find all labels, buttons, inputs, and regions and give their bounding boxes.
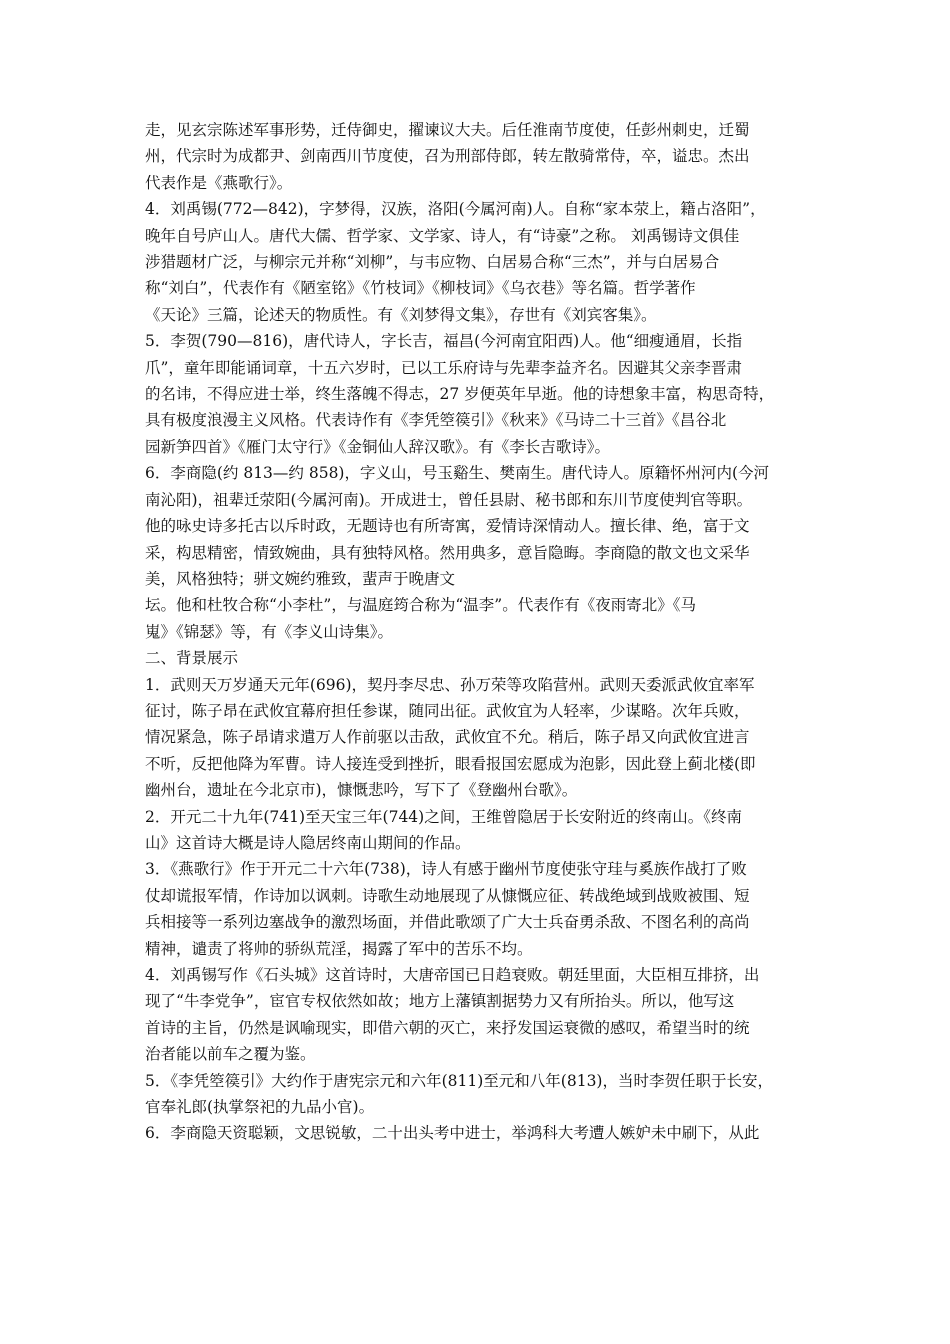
text-line: 精神，谴责了将帅的骄纵荒淫，揭露了军中的苦乐不均。 <box>145 939 533 958</box>
document-body <box>145 117 810 1147</box>
paragraph <box>145 962 810 1068</box>
text-line: 晚年自号庐山人。唐代大儒、哲学家、文学家、诗人，有“诗豪”之称。 刘禹锡诗文俱佳 <box>145 226 740 245</box>
text-line: 4．刘禹锡写作《石头城》这首诗时，大唐帝国已日趋衰败。朝廷里面，大臣相互排挤，出 <box>145 966 760 984</box>
text-line: 他的咏史诗多托古以斥时政，无题诗也有所寄寓，爱情诗深情动人。擅长律、绝，富于文 <box>145 517 750 536</box>
text-line: 《天论》三篇，论述天的物质性。有《刘梦得文集》，存世有《刘宾客集》。 <box>145 305 657 324</box>
text-line: 爪”，童年即能诵词章，十五六岁时，已以工乐府诗与先辈李益齐名。因避其父亲李晋肃 <box>145 358 742 377</box>
text-line: 采，构思精密，情致婉曲，具有独特风格。然用典多，意旨隐晦。李商隐的散文也文采华 <box>145 543 750 562</box>
text-line: 情况紧急，陈子昂请求遣万人作前驱以击敌，武攸宜不允。稍后，陈子昂又向武攸宜进言 <box>145 728 750 747</box>
paragraph <box>145 196 810 328</box>
text-line: 1．武则天万岁通天元年(696)，契丹李尽忠、孙万荣等攻陷营州。武则天委派武攸宜率军 <box>145 675 755 694</box>
paragraph <box>145 672 810 804</box>
text-line: 园新笋四首》《雁门太守行》《金铜仙人辞汉歌》。有《李长吉歌诗》。 <box>145 437 611 456</box>
text-line: 兵相接等一系列边塞战争的激烈场面，并借此歌颂了广大士兵奋勇杀敌、不图名利的高尚 <box>145 913 750 932</box>
text-line: 治者能以前车之覆为鉴。 <box>145 1045 316 1064</box>
paragraph <box>145 856 810 962</box>
text-line: 的名讳，不得应进士举，终生落魄不得志，27 岁便英年早逝。他的诗想象丰富，构思奇特， <box>145 385 775 404</box>
text-line: 南沁阳)，祖辈迁荥阳(今属河南)。开成进士，曾任县尉、秘书郎和东川节度使判官等职。 <box>145 490 753 509</box>
text-line: 幽州台，遗址在今北京市)，慷慨悲吟，写下了《登幽州台歌》。 <box>145 781 578 800</box>
text-line: 代表作是《燕歌行》。 <box>145 173 293 192</box>
text-line: 坛。他和杜牧合称“小李杜”，与温庭筠合称为“温李”。代表作有《夜雨寄北》《马 <box>145 596 696 615</box>
paragraph <box>145 1068 810 1121</box>
text-line: 4．刘禹锡(772—842)，字梦得，汉族，洛阳(今属河南)人。自称“家本荥上，籍占洛阳”， <box>145 200 766 219</box>
text-line: 山》这首诗大概是诗人隐居终南山期间的作品。 <box>145 833 471 852</box>
text-line: 涉猎题材广泛，与柳宗元并称“刘柳”，与韦应物、白居易合称“三杰”，并与白居易合 <box>145 253 720 272</box>
text-line: 具有极度浪漫主义风格。代表诗作有《李凭箜篌引》《秋来》《马诗二十三首》《昌谷北 <box>145 411 727 430</box>
text-line: 首诗的主旨，仍然是讽喻现实，即借六朝的灭亡，来抒发国运衰微的感叹，希望当时的统 <box>145 1018 750 1037</box>
text-line: 仗却谎报军情，作诗加以讽刺。诗歌生动地展现了从慷慨应征、转战绝域到战败被围、短 <box>145 886 750 905</box>
paragraph <box>145 804 810 857</box>
text-line: 二、背景展示 <box>145 649 239 668</box>
text-line: 6．李商隐(约 813—约 858)，字义山，号玉谿生、樊南生。唐代诗人。原籍怀州河内(今河 <box>145 464 770 483</box>
paragraph <box>145 1120 810 1146</box>
text-line: 现了“牛李党争”，宦官专权依然如故；地方上藩镇割据势力又有所抬头。所以，他写这 <box>145 992 735 1011</box>
paragraph <box>145 328 810 460</box>
text-line: 征讨，陈子昂在武攸宜幕府担任参谋，随同出征。武攸宜为人轻率，少谋略。次年兵败， <box>145 701 750 720</box>
section-heading <box>145 645 810 671</box>
text-line: 嵬》《锦瑟》等，有《李义山诗集》。 <box>145 622 394 641</box>
text-line: 5．李贺(790—816)，唐代诗人，字长吉，福昌(今河南宜阳西)人。他“细瘦通眉，长指 <box>145 332 743 351</box>
text-line: 3．《燕歌行》作于开元二十六年(738)，诗人有感于幽州节度使张守珪与奚族作战打了败 <box>145 860 747 879</box>
text-line: 美，风格独特；骈文婉约雅致，蜚声于晚唐文 <box>145 569 456 588</box>
text-line: 州，代宗时为成都尹、剑南西川节度使，召为刑部侍郎，转左散骑常侍，卒，谥忠。杰出 <box>145 147 750 166</box>
text-line: 不听，反把他降为军曹。诗人接连受到挫折，眼看报国宏愿成为泡影，因此登上蓟北楼(即 <box>145 754 756 773</box>
paragraph <box>145 117 810 196</box>
text-line: 官奉礼郎(执掌祭祀的九品小官)。 <box>145 1098 375 1117</box>
text-line: 2．开元二十九年(741)至天宝三年(744)之间，王维曾隐居于长安附近的终南山。《终南 <box>145 807 742 826</box>
text-line: 5．《李凭箜篌引》大约作于唐宪宗元和六年(811)至元和八年(813)，当时李贺任职于长安， <box>145 1071 773 1090</box>
text-line: 称“刘白”，代表作有《陋室铭》《竹枝词》《柳枝词》《乌衣巷》等名篇。哲学著作 <box>145 279 696 298</box>
paragraph <box>145 460 810 645</box>
text-line: 6．李商隐天资聪颖，文思锐敏，二十出头考中进士，举鸿科大考遭人嫉妒未中刷下，从此 <box>145 1124 760 1143</box>
text-line: 走，见玄宗陈述军事形势，迁侍御史，擢谏议大夫。后任淮南节度使，任彭州刺史，迁蜀 <box>145 121 750 139</box>
